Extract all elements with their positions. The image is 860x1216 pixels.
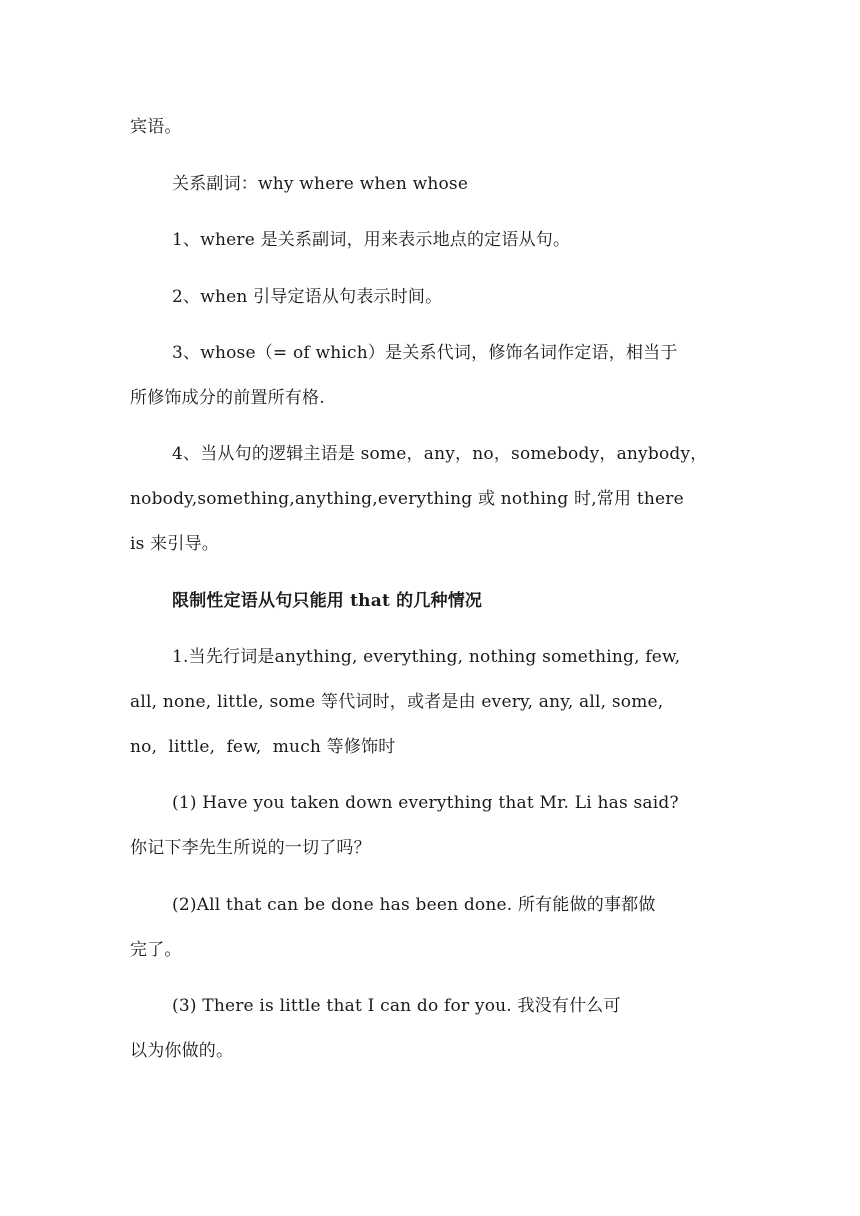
text-line: 2、when 引导定语从句表示时间。 <box>172 287 443 307</box>
example-line: (2)All that can be done has been done. 所有能做的事都做 <box>172 895 656 915</box>
text-line: 1、where 是关系副词，用来表示地点的定语从句。 <box>172 230 571 250</box>
text-line: 1.当先行词是anything, everything, nothing something, few, <box>172 647 681 667</box>
translation-line: 以为你做的。 <box>130 1041 234 1061</box>
text-line: 4、当从句的逻辑主语是 some，any，no，somebody，anybody， <box>172 444 708 464</box>
example-line: (3) There is little that I can do for you. 我没有什么可 <box>172 996 621 1016</box>
text-line: 3、whose（= of which）是关系代词，修饰名词作定语，相当于 <box>172 343 678 363</box>
text-line: nobody,something,anything,everything 或 nothing 时,常用 there <box>130 489 684 509</box>
text-line: is 来引导。 <box>130 534 219 554</box>
text-line: 宾语。 <box>130 117 182 137</box>
translation-line: 完了。 <box>130 940 182 960</box>
text-line: all, none, little, some 等代词时，或者是由 every, any, all, some, <box>130 692 664 712</box>
text-line: no, little, few, much 等修饰时 <box>130 737 396 757</box>
section-heading: 限制性定语从句只能用 that 的几种情况 <box>172 591 483 611</box>
text-line: 所修饰成分的前置所有格. <box>130 388 325 408</box>
text-line: 关系副词：why where when whose <box>172 174 469 194</box>
translation-line: 你记下李先生所说的一切了吗？ <box>130 838 371 858</box>
example-line: (1) Have you taken down everything that Mr. Li has said? <box>172 793 679 813</box>
